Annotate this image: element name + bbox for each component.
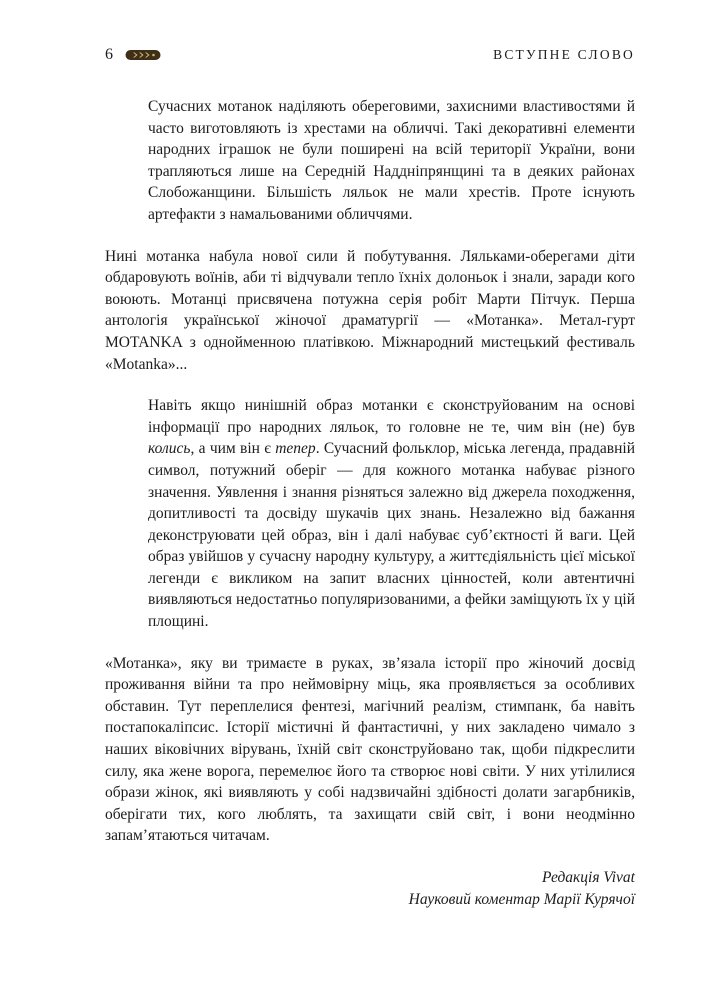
paragraph-quote-1: Сучасних мотанок наділяють обереговими, захисними властивостями й часто виготовляють із хрестами на обличчі. Такі декоративні елементи народних іграшок не були поширені на всій території України, вони трапляються лише на Середній Наддніпрянщині та в деяких районах Слобожанщини. Більшість ляльок не мали хрестів. Проте існують артефакти з намальованими обличчями. (148, 98, 635, 223)
paragraph-4: «Мотанка», яку ви тримаєте в руках, зв’язала історії про жіночий досвід проживання війни та про неймовірну міць, яка проявляється за особливих обставин. Тут переплелися фентезі, магічний реалізм, стимпанк, ба навіть постапокаліпсис. Історії містичні й фантастичні, у них закладено чимало з наших віковічних вірувань, їхній світ сконструйовано так, щоби підкреслити силу, яка жене ворога, перемелює його та створює нові світи. У них утілилися образи жінок, які виявляють у собі надзвичайні здібності долати загарбників, оберігати тих, кого люблять, та захищати свій світ, і вони неодмінно запам’ятаються читачам. (105, 654, 635, 845)
page-number-group (105, 46, 161, 64)
paragraph-2: Нині мотанка набула нової сили й побутування. Ляльками-оберегами діти обдаровують воїнів, аби ті відчували тепло їхніх долоньок і знали, заради кого воюють. Мотанці присвячена потужна серія робіт Марти Пітчук. Перша антологія української жіночої драматургії — «Мотанка». Метал-гурт MOTANKA з однойменною платівкою. Міжнародний мистецький фестиваль «Motanka»... (105, 247, 635, 373)
signature-block (105, 867, 635, 911)
p3-segment-2: , а чим він є (190, 440, 276, 458)
p3-italic-2: тепер (275, 440, 316, 458)
paragraph-quote-3 (148, 395, 635, 633)
p3-segment-1: Навіть якщо нинішній образ мотанки є сконструйованим на основі інформації про народних ляльок, то головне не те, чим він (не) був (148, 397, 635, 436)
signature-line-2: Науковий коментар Марії Курячої (408, 891, 635, 908)
signature-line-1: Редакція Vivat (542, 869, 635, 886)
page-number: 6 (105, 46, 113, 63)
page-body (105, 96, 635, 911)
p3-italic-1: колись (148, 440, 191, 458)
p3-segment-3: . Сучасний фольклор, міська легенда, прадавній символ, потужний оберіг — для кожного мотанка набуває різного значення. Уявлення і знання різняться залежно від джерела походження, допитливості та досвіду шукачів цих знань. Незалежно від бажання деконструювати цей образ, він і далі набуває суб’єктності й ваги. Цей образ увійшов у сучасну народну культуру, а життєдіяльність цієї міської легенди є викликом на запит власних цінностей, коли автентичні виявляються недостатньо популяризованими, а фейки заміщують їх у цій площині. (148, 440, 635, 631)
ornament-icon (125, 49, 161, 61)
page-header (105, 46, 635, 64)
running-title: ВСТУПНЕ СЛОВО (493, 47, 635, 62)
